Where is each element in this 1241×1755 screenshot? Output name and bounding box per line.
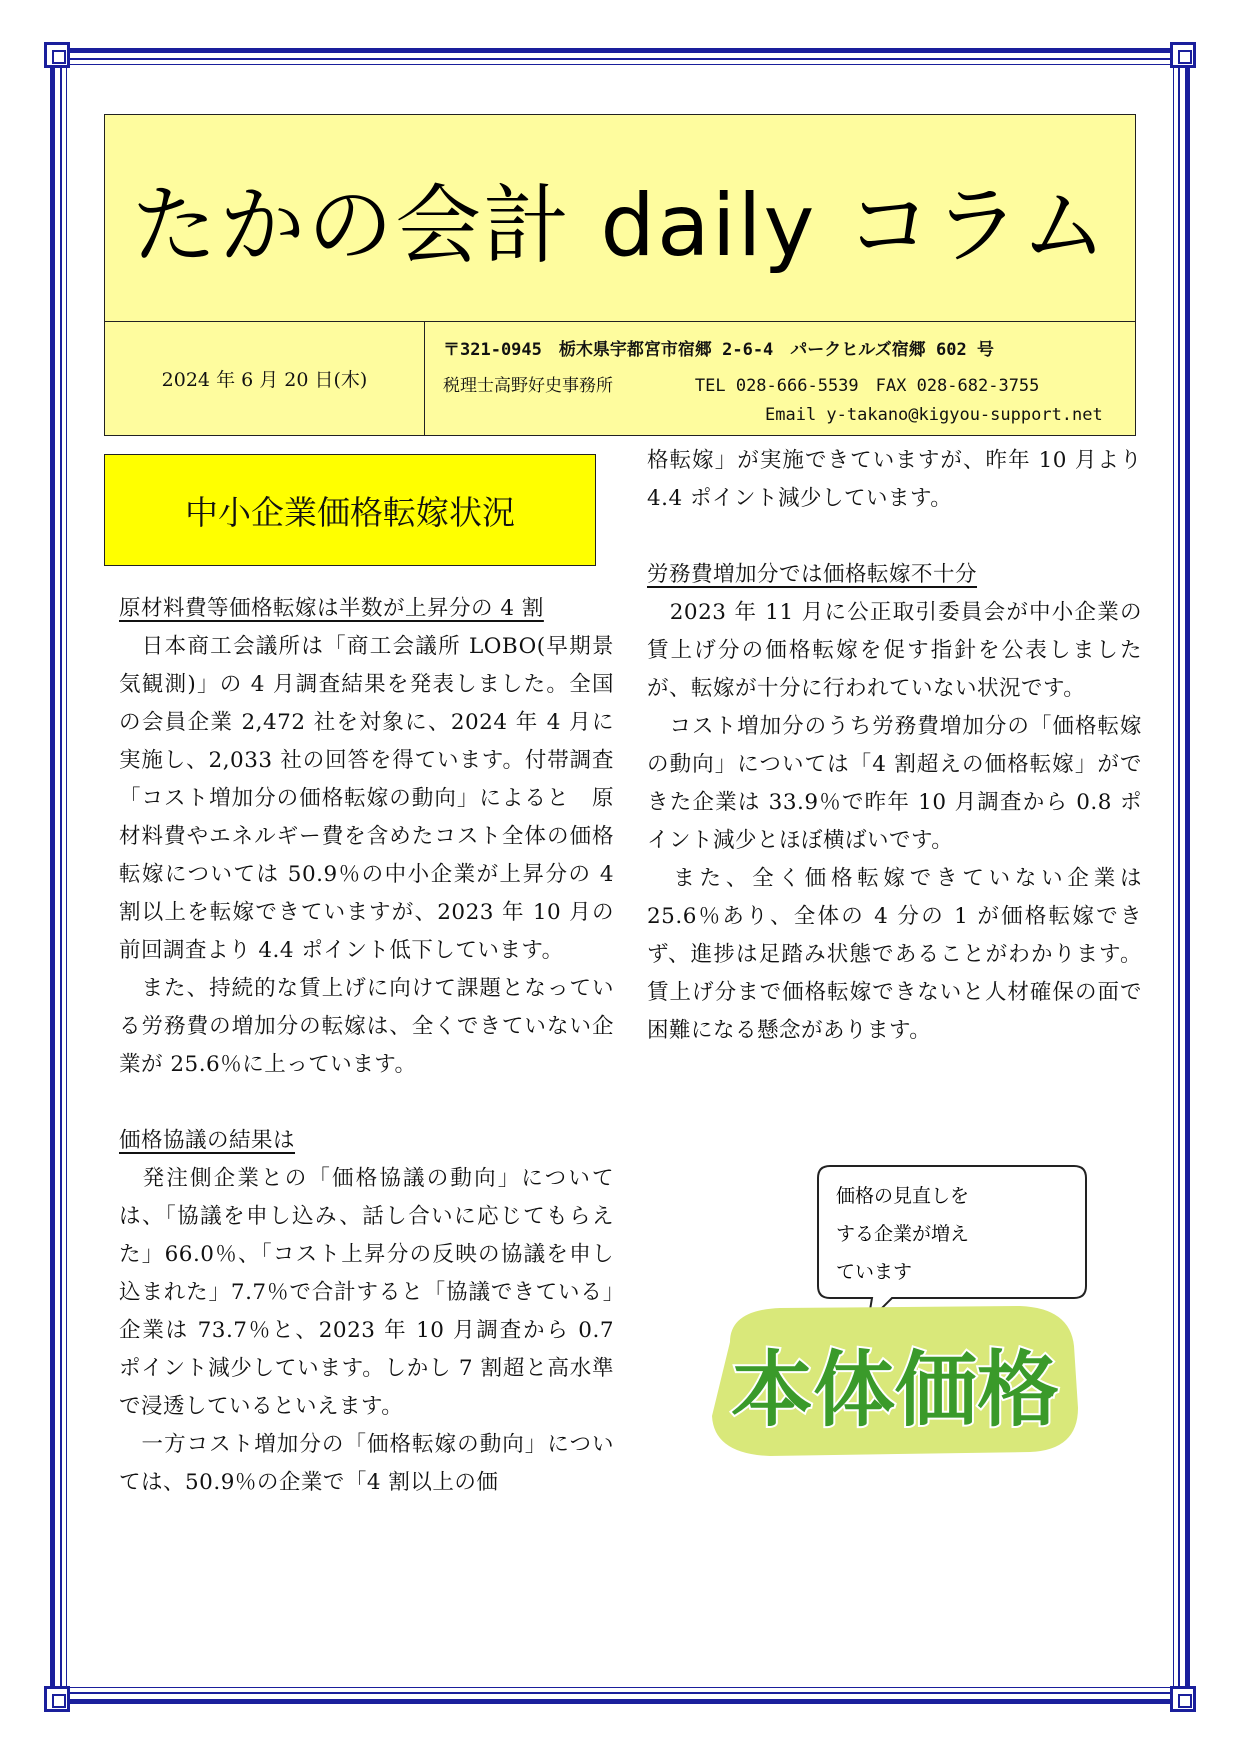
- body-paragraph: 日本商工会議所は「商工会議所 LOBO(早期景気観測)」の 4 月調査結果を発表しました。全国の会員企業 2,472 社を対象に、2024 年 4 月に実施し、2,033 社の回答を得ています。付帯調査「コスト増加分の価格転嫁の動向」によると 原材料費やエネルギー費を含めたコスト全体の価格転嫁については 50.9％の中小企業が上昇分の 4 割以上を転嫁できていますが、2023 年 10 月の前回調査より 4.4 ポイント低下しています。: [119, 634, 614, 963]
- price-illustration: [690, 1160, 1090, 1460]
- masthead: [104, 114, 1136, 436]
- spacer: [119, 1084, 614, 1122]
- body-paragraph: 一方コスト増加分の「価格転嫁の動向」については、50.9％の企業で「4 割以上の価: [119, 1432, 614, 1495]
- bubble-line: する企業が増え: [836, 1223, 970, 1245]
- spacer: [647, 518, 1142, 556]
- office-info: [435, 321, 1135, 435]
- section-heading: 労務費増加分では価格転嫁不十分: [647, 562, 978, 587]
- body-paragraph: また、持続的な賃上げに向けて課題となっている労務費の増加分の転嫁は、全くできていない企業が 25.6％に上っています。: [119, 976, 614, 1077]
- corner-ornament-bottom-right: [1170, 1686, 1196, 1712]
- issue-date: 2024 年 6 月 20 日(木): [105, 321, 425, 435]
- body-paragraph: 2023 年 11 月に公正取引委員会が中小企業の賃上げ分の価格転嫁を促す指針を公表しましたが、転嫁が十分に行われていない状況です。: [647, 600, 1142, 701]
- office-address: 〒321-0945 栃木県宇都宮市宿郷 2-6-4 パークヒルズ宿郷 602 号: [443, 340, 994, 360]
- office-phone-fax: TEL 028-666-5539 FAX 028-682-3755: [694, 376, 1040, 396]
- article-subject: 中小企業価格転嫁状況: [104, 454, 596, 566]
- corner-ornament-bottom-left: [44, 1686, 70, 1712]
- body-paragraph: また、全く価格転嫁できていない企業は 25.6％あり、全体の 4 分の 1 が価格転嫁できず、進捗は足踏み状態であることがわかります。賃上げ分まで価格転嫁できないと人材確保の面で困難になる懸念があります。: [647, 866, 1142, 1043]
- right-column: [647, 442, 1142, 1050]
- corner-ornament-top-right: [1170, 42, 1196, 68]
- bubble-line: ています: [836, 1261, 913, 1283]
- speech-bubble: [818, 1166, 1086, 1322]
- office-name: 税理士高野好史事務所: [443, 376, 613, 396]
- section-heading: 原材料費等価格転嫁は半数が上昇分の 4 割: [119, 596, 544, 621]
- body-paragraph: コスト増加分のうち労務費増加分の「価格転嫁の動向」については「4 割超えの価格転嫁」ができた企業は 33.9％で昨年 10 月調査から 0.8 ポイント減少とほぼ横ばいです。: [647, 714, 1142, 853]
- price-label-text: 本体価格: [730, 1343, 1060, 1438]
- masthead-title: たかの会計 daily コラム: [131, 176, 1109, 276]
- section-heading: 価格協議の結果は: [119, 1128, 296, 1153]
- body-paragraph: 格転嫁」が実施できていますが、昨年 10 月より 4.4 ポイント減少しています。: [647, 448, 1142, 511]
- office-name-and-phone: [443, 371, 1039, 396]
- corner-ornament-top-left: [44, 42, 70, 68]
- left-column: [119, 590, 614, 1502]
- bubble-line: 価格の見直しを: [836, 1185, 970, 1207]
- office-email[interactable]: Email y-takano@kigyou-support.net: [765, 405, 1103, 425]
- body-paragraph: 発注側企業との「価格協議の動向」については、「協議を申し込み、話し合いに応じてもらえた」66.0％、「コスト上昇分の反映の協議を申し込まれた」7.7％で合計すると「協議できている」企業は 73.7％と、2023 年 10 月調査から 0.7 ポイント減少しています。しかし 7 割超と高水準で浸透しているといえます。: [119, 1166, 614, 1419]
